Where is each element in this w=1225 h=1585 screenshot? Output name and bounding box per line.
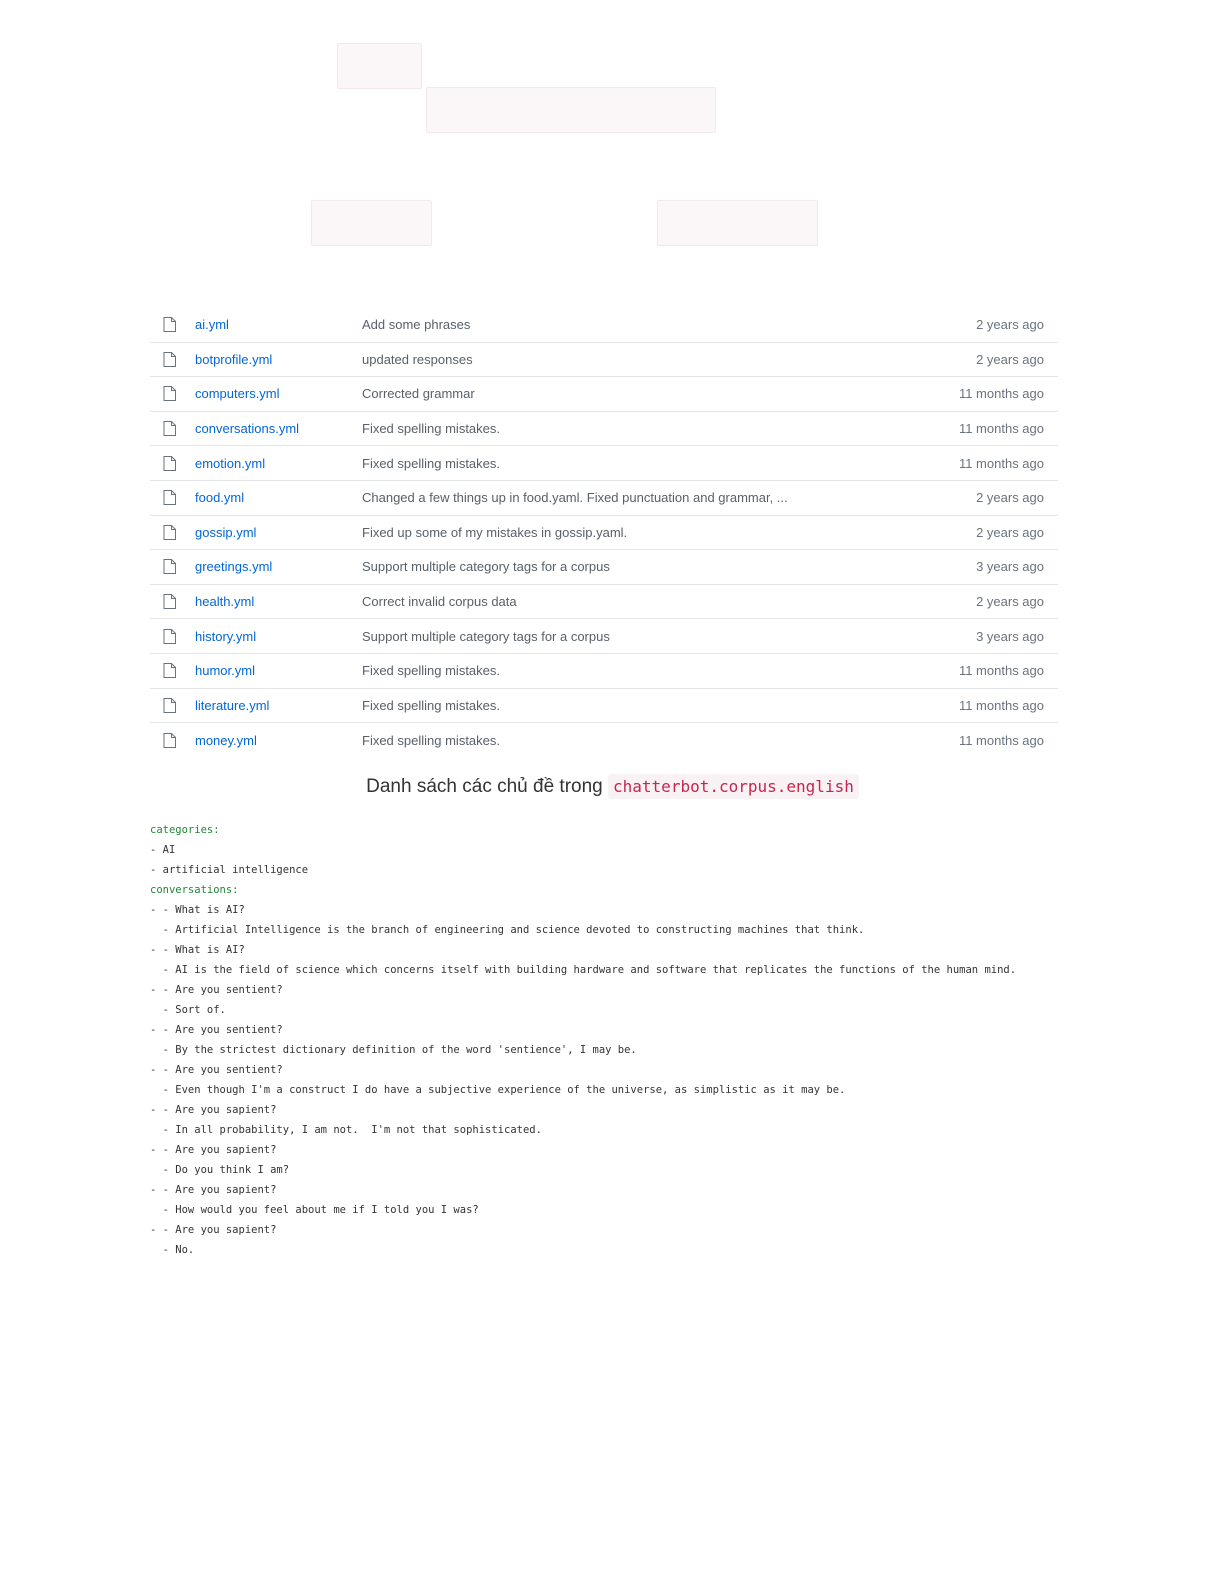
yaml-line: - - Are you sentient? <box>150 1064 283 1076</box>
file-row <box>150 654 1058 689</box>
commit-age: 3 years ago <box>976 628 1044 644</box>
file-row <box>150 481 1058 516</box>
commit-age: 2 years ago <box>976 490 1044 506</box>
commit-age: 2 years ago <box>976 524 1044 540</box>
file-row <box>150 412 1058 447</box>
file-link[interactable]: botprofile.yml <box>195 351 273 367</box>
yaml-line: - No. <box>150 1244 195 1256</box>
file-link[interactable]: money.yml <box>195 732 257 748</box>
file-icon <box>150 386 195 401</box>
file-icon <box>150 733 195 748</box>
commit-message[interactable]: Fixed spelling mistakes. <box>362 455 500 471</box>
figure-caption <box>0 776 1225 798</box>
file-icon <box>150 421 195 436</box>
file-row <box>150 516 1058 551</box>
commit-age: 2 years ago <box>976 317 1044 333</box>
redacted-block-3 <box>311 200 432 246</box>
commit-age: 11 months ago <box>958 455 1044 471</box>
yaml-line: - Artificial Intelligence is the branch of engineering and science devoted to constructing machines that think. <box>150 924 865 936</box>
file-icon <box>150 352 195 367</box>
yaml-line: - - Are you sapient? <box>150 1184 277 1196</box>
commit-message[interactable]: Fixed spelling mistakes. <box>362 697 500 713</box>
yaml-line: - Do you think I am? <box>150 1164 290 1176</box>
commit-message[interactable]: Fixed spelling mistakes. <box>362 732 500 748</box>
yaml-line: - - What is AI? <box>150 944 245 956</box>
commit-message[interactable]: Support multiple category tags for a corpus <box>362 628 610 644</box>
yaml-line: - AI <box>150 844 176 856</box>
yaml-line: - How would you feel about me if I told you I was? <box>150 1204 479 1216</box>
commit-age: 11 months ago <box>958 697 1044 713</box>
yaml-line: - - Are you sentient? <box>150 984 283 996</box>
commit-message[interactable]: Fixed spelling mistakes. <box>362 663 500 679</box>
file-icon <box>150 594 195 609</box>
commit-message[interactable]: Corrected grammar <box>362 386 475 402</box>
redacted-block-4 <box>657 200 818 246</box>
yaml-line: - AI is the field of science which concerns itself with building hardware and software that replicates the functions of the human mind. <box>150 964 1017 976</box>
commit-message[interactable]: Fixed up some of my mistakes in gossip.yaml. <box>362 524 628 540</box>
commit-message[interactable]: Add some phrases <box>362 317 471 333</box>
commit-age: 3 years ago <box>976 559 1044 575</box>
file-row <box>150 308 1058 343</box>
commit-age: 2 years ago <box>976 594 1044 610</box>
commit-message[interactable]: Support multiple category tags for a corpus <box>362 559 610 575</box>
file-link[interactable]: ai.yml <box>195 317 229 333</box>
caption-code: chatterbot.corpus.english <box>608 774 859 799</box>
file-row <box>150 550 1058 585</box>
file-link[interactable]: humor.yml <box>195 663 255 679</box>
file-row <box>150 446 1058 481</box>
redacted-block-2 <box>426 87 716 133</box>
file-icon <box>150 317 195 332</box>
file-link[interactable]: greetings.yml <box>195 559 273 575</box>
yaml-key-line: categories: <box>150 824 220 836</box>
file-link[interactable]: conversations.yml <box>195 421 300 437</box>
yaml-key-line: conversations: <box>150 884 239 896</box>
file-icon <box>150 629 195 644</box>
yaml-line: - By the strictest dictionary definition of the word 'sentience', I may be. <box>150 1044 637 1056</box>
commit-age: 11 months ago <box>958 421 1044 437</box>
yaml-line: - Even though I'm a construct I do have a subjective experience of the universe, as simplistic as it may be. <box>150 1084 846 1096</box>
commit-message[interactable]: updated responses <box>362 351 473 367</box>
file-icon <box>150 490 195 505</box>
file-row <box>150 585 1058 620</box>
file-link[interactable]: computers.yml <box>195 386 280 402</box>
commit-message[interactable]: Correct invalid corpus data <box>362 594 517 610</box>
file-row <box>150 689 1058 724</box>
file-icon <box>150 663 195 678</box>
file-row <box>150 377 1058 412</box>
file-link[interactable]: literature.yml <box>195 697 270 713</box>
file-icon <box>150 525 195 540</box>
file-link[interactable]: food.yml <box>195 490 245 506</box>
file-row <box>150 619 1058 654</box>
yaml-line: - Sort of. <box>150 1004 226 1016</box>
file-icon <box>150 559 195 574</box>
file-icon <box>150 698 195 713</box>
file-list <box>150 308 1058 758</box>
file-icon <box>150 456 195 471</box>
file-row <box>150 723 1058 758</box>
commit-message[interactable]: Fixed spelling mistakes. <box>362 421 500 437</box>
caption-text: Danh sách các chủ đề trong <box>366 776 603 797</box>
file-link[interactable]: gossip.yml <box>195 524 257 540</box>
file-link[interactable]: emotion.yml <box>195 455 266 471</box>
yaml-line: - - Are you sapient? <box>150 1144 277 1156</box>
commit-age: 11 months ago <box>958 663 1044 679</box>
commit-age: 11 months ago <box>958 732 1044 748</box>
commit-age: 2 years ago <box>976 351 1044 367</box>
yaml-line: - - Are you sapient? <box>150 1104 277 1116</box>
redacted-block-1 <box>337 43 422 89</box>
yaml-line: - artificial intelligence <box>150 864 309 876</box>
yaml-line: - - Are you sentient? <box>150 1024 283 1036</box>
commit-message[interactable]: Changed a few things up in food.yaml. Fixed punctuation and grammar, ... <box>362 490 788 506</box>
file-link[interactable]: history.yml <box>195 628 257 644</box>
yaml-code-block <box>150 820 1016 1260</box>
yaml-line: - - Are you sapient? <box>150 1224 277 1236</box>
yaml-line: - - What is AI? <box>150 904 245 916</box>
file-row <box>150 343 1058 378</box>
yaml-line: - In all probability, I am not. I'm not that sophisticated. <box>150 1124 542 1136</box>
file-link[interactable]: health.yml <box>195 594 255 610</box>
commit-age: 11 months ago <box>958 386 1044 402</box>
